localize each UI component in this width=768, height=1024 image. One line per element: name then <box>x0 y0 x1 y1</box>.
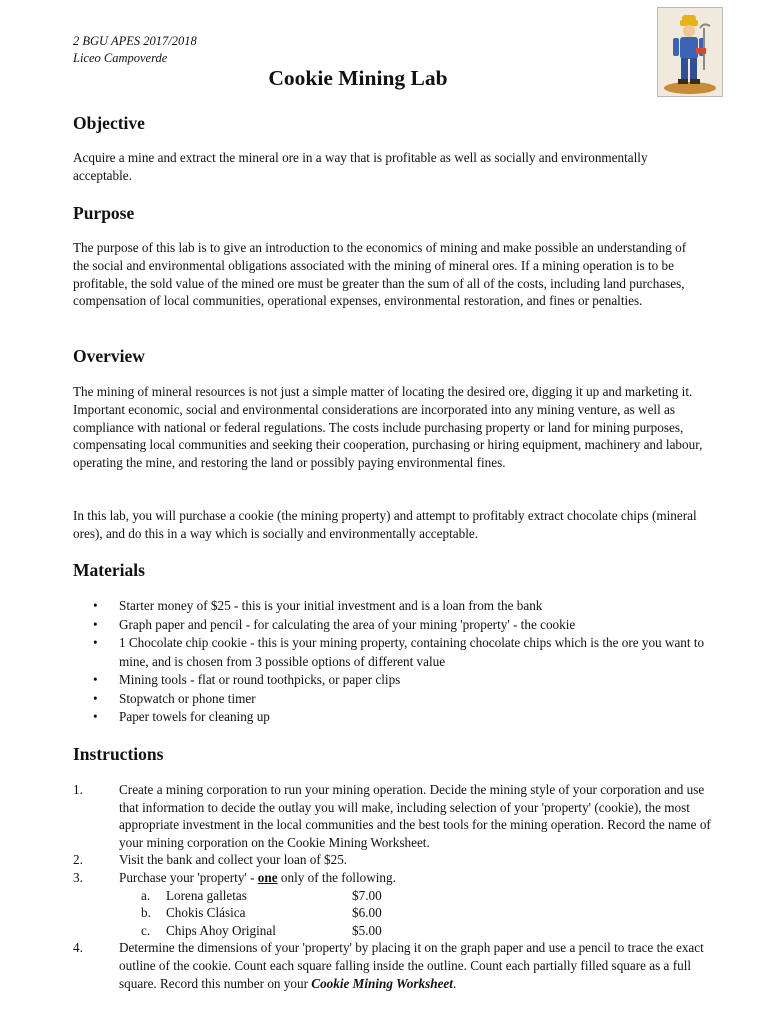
list-item: • Mining tools - flat or round toothpicks, or paper clips <box>73 671 713 690</box>
worksheet-name: Cookie Mining Worksheet <box>311 975 453 991</box>
step-number: 3. <box>73 869 83 885</box>
overview-heading: Overview <box>73 346 145 366</box>
list-item: • 1 Chocolate chip cookie - this is your mining property, containing chocolate chips which is the ore you want to mine, and is chosen from 3 possible options of different value <box>73 634 713 671</box>
course-name: 2 BGU APES 2017/2018 <box>73 34 197 48</box>
step-number: 1. <box>73 782 83 797</box>
instruction-step-2 <box>73 851 713 869</box>
list-item: • Stopwatch or phone timer <box>73 690 713 709</box>
step-text: Create a mining corporation to run your mining operation. Decide the mining style of your corporation and use that information to decide the outlay you will make, including selection of your 'property' (cookie), the most appropriate investment in the local communities and the best tools for the mining operation. Record the name of your mining corporation on the Cookie Mining Worksheet. <box>119 782 711 850</box>
option-name: Chips Ahoy Original <box>166 922 276 938</box>
step-text-post: . <box>452 975 457 991</box>
materials-list <box>73 597 713 727</box>
step-text: Visit the bank and collect your loan of $25. <box>119 852 348 868</box>
option-price: $6.00 <box>352 905 382 921</box>
purpose-heading: Purpose <box>73 203 135 223</box>
page-title: Cookie Mining Lab <box>268 66 448 90</box>
step-text-post: only of the following. <box>277 869 396 885</box>
purpose-text: The purpose of this lab is to give an introduction to the economics of mining and make possible an understanding of the social and environmental obligations associated with the mining of mineral ores. If a mining operation is to be profitable, the sold value of the mined ore must be greater than the sum of all of the costs, including land purchases, compensation of local communities, operational expenses, environmental restoration, and fines or penalties. <box>73 240 687 309</box>
school-name: Liceo Campoverde <box>73 51 168 65</box>
course-header <box>73 33 197 67</box>
step-text-pre: Purchase your 'property' - <box>119 869 258 885</box>
overview-paragraph-2: In this lab, you will purchase a cookie (the mining property) and attempt to profitably extract chocolate chips (mineral ores), and do this in a way which is socially and environmentally acceptable. <box>73 508 697 541</box>
property-options-list <box>119 887 713 940</box>
instruction-step-4 <box>73 939 713 992</box>
instructions-list <box>73 781 713 992</box>
property-option <box>119 887 713 905</box>
step-number: 4. <box>73 940 83 956</box>
step-text-pre: Determine the dimensions of your 'property' by placing it on the graph paper and use a pencil to trace the exact outline of the cookie. Count each square falling inside the outline. Count each partially filled square as a full square. Record this number on your <box>119 940 704 991</box>
instructions-heading: Instructions <box>73 744 164 764</box>
option-price: $7.00 <box>352 887 382 903</box>
objective-text: Acquire a mine and extract the mineral ore in a way that is profitable as well as socially and environmentally acceptable. <box>73 150 648 183</box>
option-letter: a. <box>141 887 151 903</box>
option-name: Chokis Clásica <box>166 905 246 921</box>
property-option <box>119 922 713 940</box>
materials-heading: Materials <box>73 560 145 580</box>
instruction-step-1 <box>73 781 713 851</box>
list-item: • Starter money of $25 - this is your initial investment and is a loan from the bank <box>73 597 713 616</box>
option-price: $5.00 <box>352 922 382 938</box>
list-item: • Paper towels for cleaning up <box>73 708 713 727</box>
option-name: Lorena galletas <box>166 887 247 903</box>
instruction-step-3 <box>73 869 713 939</box>
option-letter: c. <box>141 922 151 938</box>
emphasis-one: one <box>257 869 278 885</box>
overview-paragraph-1: The mining of mineral resources is not just a simple matter of locating the desired ore, digging it up and marketing it. Important economic, social and environmental considerations are incorporated into any mining venture, as well as compliance with national or federal regulations. The costs include purchasing property or land for mining purposes, compensating local communities and seeking their cooperation, purchasing or hiring equipment, machinery and labour, operating the mine, and restoring the land or possibly paying environmental fines. <box>73 384 703 471</box>
step-number: 2. <box>73 852 83 868</box>
option-letter: b. <box>141 905 151 921</box>
list-item: • Graph paper and pencil - for calculating the area of your mining 'property' - the cookie <box>73 616 713 635</box>
property-option <box>119 904 713 922</box>
objective-heading: Objective <box>73 113 145 133</box>
